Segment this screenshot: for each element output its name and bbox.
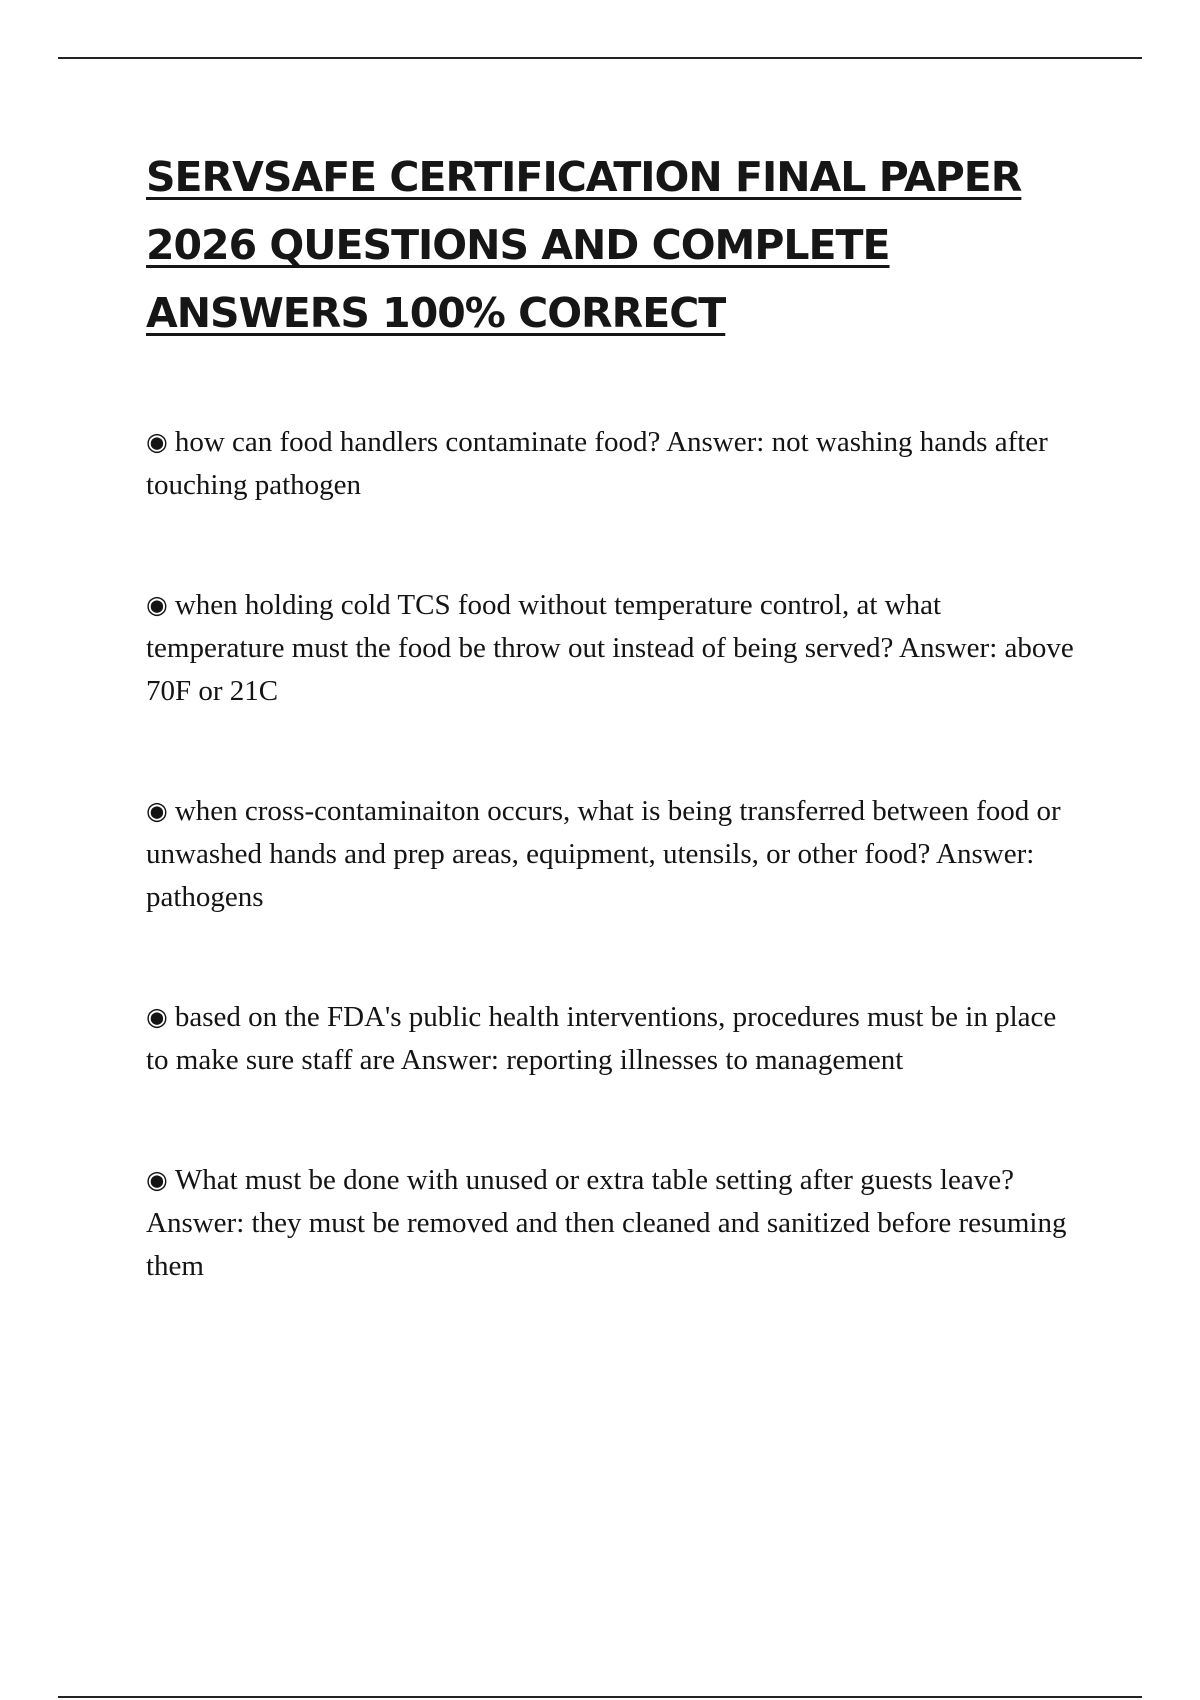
qa-list	[146, 420, 1086, 1364]
answer-label: Answer:	[146, 1207, 245, 1239]
document-title: SERVSAFE CERTIFICATION FINAL PAPER 2026 QUESTIONS AND COMPLETE ANSWERS 100% CORRECT	[146, 153, 1022, 337]
qa-item	[146, 789, 1086, 919]
bullet-icon: ◉	[146, 796, 168, 825]
bullet-icon: ◉	[146, 1002, 168, 1031]
bottom-rule	[58, 1696, 1142, 1698]
qa-item	[146, 1158, 1086, 1288]
question-text: how can food handlers contaminate food?	[174, 426, 661, 458]
answer-text: not washing hands after touching pathogen	[146, 426, 1048, 501]
question-text: when cross-contaminaiton occurs, what is being transferred between food or unwashed hands and prep areas, equipment, utensils, or other food?	[146, 795, 1061, 870]
question-text: What must be done with unused or extra table setting after guests leave?	[174, 1164, 1014, 1196]
top-rule	[58, 57, 1142, 59]
answer-text: reporting illnesses to management	[506, 1044, 904, 1076]
qa-item	[146, 995, 1086, 1082]
bullet-icon: ◉	[146, 427, 168, 456]
question-text: when holding cold TCS food without temperature control, at what temperature must the food be throw out instead of being served?	[146, 589, 942, 664]
answer-label: Answer:	[400, 1044, 499, 1076]
answer-label: Answer:	[936, 838, 1035, 870]
bullet-icon: ◉	[146, 590, 168, 619]
answer-label: Answer:	[899, 632, 998, 664]
answer-text: they must be removed and then cleaned and sanitized before resuming them	[146, 1207, 1067, 1282]
qa-item	[146, 583, 1086, 713]
bullet-icon: ◉	[146, 1165, 168, 1194]
answer-label: Answer:	[666, 426, 765, 458]
answer-text: above 70F or 21C	[146, 632, 1074, 707]
answer-text: pathogens	[146, 881, 264, 913]
question-text: based on the FDA's public health interventions, procedures must be in place to make sure staff are	[146, 1001, 1057, 1076]
qa-item	[146, 420, 1086, 507]
